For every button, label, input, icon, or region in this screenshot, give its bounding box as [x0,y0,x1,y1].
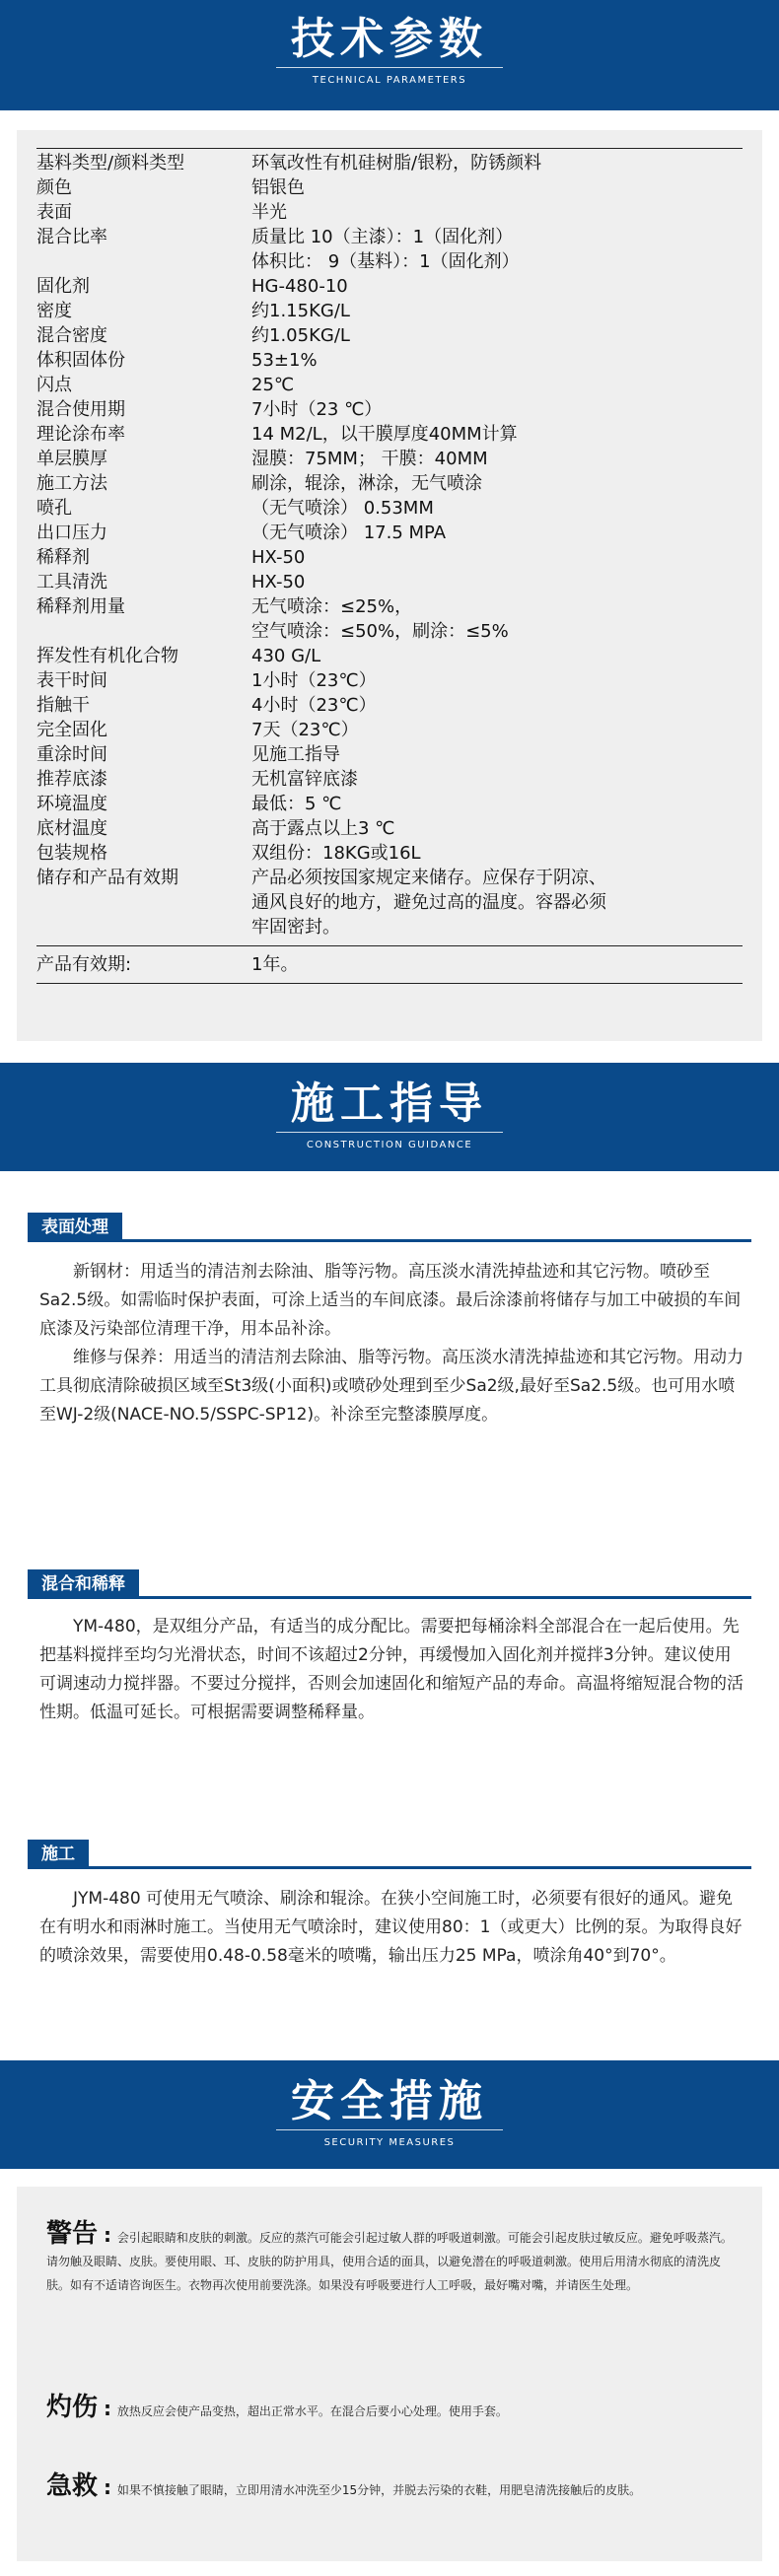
parameter-value [251,447,743,471]
parameter-value-line: 牢固密封。 [251,917,340,938]
safety-card [17,2187,762,2561]
technical-parameters-banner [0,0,779,110]
parameter-value [251,693,743,718]
parameter-row [36,422,743,447]
parameter-name: 混合使用期 [36,399,125,420]
parameter-value [251,422,743,447]
parameter-row [36,496,743,521]
parameter-row [36,545,743,570]
table-bottom-divider [36,983,743,984]
parameter-name: 颜色 [36,177,72,198]
parameter-value-line: 铝银色 [251,177,305,198]
burn-text: 放热反应会使产品变热，超出正常水平。在混合后要小心处理。使用手套。 [116,2404,508,2418]
parameter-value [251,151,743,175]
parameter-rows [36,151,743,940]
parameter-value-line: 刷涂，辊涂，淋涂，无气喷涂 [251,473,482,494]
parameter-value-line: 14 M2/L，以干膜厚度40MM计算 [251,424,518,445]
parameter-value [251,496,743,521]
parameter-row [36,397,743,422]
parameter-name: 重涂时间 [36,744,107,765]
colon: : [104,2397,112,2420]
parameter-row [36,225,743,274]
parameter-row [36,644,743,668]
parameter-value [251,175,743,200]
parameter-value-line: 7天（23℃） [251,720,359,740]
parameter-name: 单层膜厚 [36,449,107,469]
parameter-value-line: 质量比 10（主漆）：1（固化剂） [251,227,514,247]
parameter-name: 施工方法 [36,473,107,494]
parameter-value [251,718,743,742]
section-rule [28,1866,751,1869]
parameter-name: 喷孔 [36,498,72,519]
parameter-value-line: 7小时（23 ℃） [251,399,383,420]
parameter-value-line: 通风良好的地方，避免过高的温度。容器必须 [251,892,606,913]
parameter-name: 体积固体份 [36,350,125,371]
parameter-row [36,175,743,200]
parameter-value-line: 环氧改性有机硅树脂/银粉，防锈颜料 [251,153,542,174]
surface-treatment-tag: 表面处理 [28,1213,122,1242]
parameter-value-line: HX-50 [251,547,306,568]
parameter-row [36,718,743,742]
banner-title: 施工指导 [291,1079,488,1129]
parameter-row [36,200,743,225]
burn-heading: 灼伤 [46,2393,99,2422]
parameter-value-line: HX-50 [251,572,306,592]
parameter-name: 稀释剂用量 [36,596,125,617]
parameter-value [251,816,743,841]
parameter-value [251,471,743,496]
parameter-row [36,373,743,397]
parameters-card [17,130,762,1041]
parameter-row [36,594,743,644]
colon: : [104,2475,112,2499]
parameter-value [251,348,743,373]
parameter-name: 指触干 [36,695,90,716]
parameter-value [251,545,743,570]
parameter-row [36,792,743,816]
paragraph: 新钢材：用适当的清洁剂去除油、脂等污物。高压淡水清洗掉盐迹和其它污物。喷砂至Sa2.5级。如需临时保护表面，可涂上适当的车间底漆。最后涂漆前将储存与加工中破损的车间底漆及污染部位清理干净，用本品补涂。 [39,1262,742,1339]
parameter-value [251,225,743,274]
parameter-row [36,841,743,866]
parameter-name: 基料类型/颜料类型 [36,153,185,174]
banner-divider [276,1132,503,1133]
parameter-row [36,348,743,373]
parameter-value [251,644,743,668]
parameter-value-line: 无气喷涂：≤25%， [251,596,413,617]
parameter-value-line: 1小时（23℃） [251,670,377,691]
parameter-value-line: （无气喷涂） 17.5 MPA [251,522,447,543]
parameter-row [36,447,743,471]
parameter-row [36,471,743,496]
parameter-name: 密度 [36,301,72,321]
parameter-name: 闪点 [36,375,72,395]
parameter-name: 挥发性有机化合物 [36,646,178,666]
first-aid-block [46,2474,737,2502]
parameter-name: 固化剂 [36,276,90,297]
parameter-value-line: 湿膜：75MM； 干膜：40MM [251,449,488,469]
security-measures-banner [0,2060,779,2169]
parameter-value-line: 430 G/L [251,646,321,666]
validity-row [36,952,743,977]
table-divider [36,945,743,946]
application-tag: 施工 [28,1840,89,1869]
parameter-value [251,841,743,866]
parameter-row [36,668,743,693]
parameter-value [251,570,743,594]
warning-heading: 警告 [46,2219,99,2249]
banner-divider [276,2129,503,2130]
parameter-name: 储存和产品有效期 [36,868,178,888]
parameter-value-line: 见施工指导 [251,744,340,765]
parameter-row [36,570,743,594]
parameter-value [251,397,743,422]
parameter-name: 表面 [36,202,72,223]
parameter-row [36,323,743,348]
parameter-row [36,816,743,841]
parameter-value [251,767,743,792]
banner-divider [276,67,503,68]
parameter-value [251,521,743,545]
mixing-dilution-body [39,1613,745,1727]
parameter-name: 出口压力 [36,522,107,543]
parameter-name: 表干时间 [36,670,107,691]
parameter-value-line: 最低：5 ℃ [251,794,342,814]
parameter-value-line: 25℃ [251,375,295,395]
application-body [39,1885,745,1971]
construction-guidance-banner [0,1063,779,1171]
parameter-row [36,299,743,323]
burn-block [46,2393,737,2423]
mixing-dilution-tag: 混合和稀释 [28,1569,139,1599]
parameter-row [36,767,743,792]
validity-value: 1年。 [251,954,299,975]
parameter-name: 混合密度 [36,325,107,346]
first-aid-heading: 急救 [46,2472,99,2501]
parameter-value-line: （无气喷涂） 0.53MM [251,498,434,519]
banner-subtitle: TECHNICAL PARAMETERS [312,75,467,86]
parameter-name: 理论涂布率 [36,424,125,445]
parameter-value-line: 高于露点以上3 ℃ [251,818,395,839]
parameter-value [251,594,743,644]
parameter-value-line: 体积比： 9（基料）：1（固化剂） [251,251,520,272]
parameter-value-line: 空气喷涂：≤50%，刷涂：≤5% [251,621,509,642]
section-rule [28,1596,751,1599]
section-rule [28,1239,751,1242]
parameter-value [251,792,743,816]
banner-subtitle: SECURITY MEASURES [323,2137,456,2148]
parameter-value-line: 约1.05KG/L [251,325,350,346]
parameter-value [251,274,743,299]
parameter-row [36,866,743,940]
parameter-name: 混合比率 [36,227,107,247]
parameter-value [251,299,743,323]
paragraph: 维修与保养：用适当的清洁剂去除油、脂等污物。高压淡水清洗掉盐迹和其它污物。用动力工具彻底清除破损区域至St3级(小面积)或喷砂处理到至少Sa2级,最好至Sa2.5级。也可用水喷至WJ-2级(NACE-NO.5/SSPC-SP12)。补涂至完整漆膜厚度。 [39,1348,744,1425]
first-aid-text: 如果不慎接触了眼睛，立即用清水冲洗至少15分钟，并脱去污染的衣鞋，用肥皂清洗接触后的皮肤。 [116,2483,642,2497]
parameter-value-line: 产品必须按国家规定来储存。应保存于阴凉、 [251,868,606,888]
parameter-value-line: 半光 [251,202,287,223]
validity-label: 产品有效期: [36,954,132,975]
warning-block [46,2219,737,2297]
parameter-row [36,274,743,299]
parameter-name: 底材温度 [36,818,107,839]
paragraph: YM-480，是双组分产品，有适当的成分配比。需要把每桶涂料全部混合在一起后使用。先把基料搅拌至均匀光滑状态，时间不该超过2分钟，再缓慢加入固化剂并搅拌3分钟。建议使用可调速动力搅拌器。不要过分搅拌，否则会加速固化和缩短产品的寿命。高温将缩短混合物的活性期。低温可延长。可根据需要调整稀释量。 [39,1617,744,1722]
parameter-value [251,866,743,940]
parameters-table [36,148,743,990]
banner-title: 技术参数 [291,14,488,64]
parameter-name: 推荐底漆 [36,769,107,790]
parameter-name: 完全固化 [36,720,107,740]
parameter-row [36,693,743,718]
parameter-name: 稀释剂 [36,547,90,568]
parameter-value-line: 无机富锌底漆 [251,769,358,790]
banner-title: 安全措施 [291,2076,488,2126]
parameter-name: 工具清洗 [36,572,107,592]
parameter-value [251,323,743,348]
colon: : [104,2223,112,2247]
banner-subtitle: CONSTRUCTION GUIDANCE [306,1140,473,1150]
parameter-value-line: 4小时（23℃） [251,695,377,716]
parameter-value-line: 双组份：18KG或16L [251,843,421,864]
parameter-value-line: HG-480-10 [251,276,348,297]
parameter-row [36,742,743,767]
parameter-row [36,151,743,175]
table-top-divider [36,148,743,149]
surface-treatment-body [39,1258,745,1429]
parameter-value [251,200,743,225]
parameter-value-line: 约1.15KG/L [251,301,350,321]
parameter-value [251,668,743,693]
parameter-name: 包装规格 [36,843,107,864]
paragraph: JYM-480 可使用无气喷涂、刷涂和辊涂。在狭小空间施工时，必须要有很好的通风。避免在有明水和雨淋时施工。当使用无气喷涂时，建议使用80：1（或更大）比例的泵。为取得良好的喷涂效果，需要使用0.48-0.58毫米的喷嘴，输出压力25 MPa，喷涂角40°到70°。 [39,1889,743,1966]
parameter-name: 环境温度 [36,794,107,814]
parameter-value-line: 53±1% [251,350,318,371]
parameter-value [251,742,743,767]
parameter-value [251,373,743,397]
warning-text: 会引起眼睛和皮肤的刺激。反应的蒸汽可能会引起过敏人群的呼吸道刺激。可能会引起皮肤过敏反应。避免呼吸蒸汽。请勿触及眼睛、皮肤。要使用眼、耳、皮肤的防护用具，使用合适的面具，以避免潜在的呼吸道刺激。使用后用清水彻底的清洗皮肤。如有不适请咨询医生。衣物再次使用前要洗涤。如果没有呼吸要进行人工呼吸，最好嘴对嘴，并请医生处理。 [46,2231,733,2292]
parameter-row [36,521,743,545]
